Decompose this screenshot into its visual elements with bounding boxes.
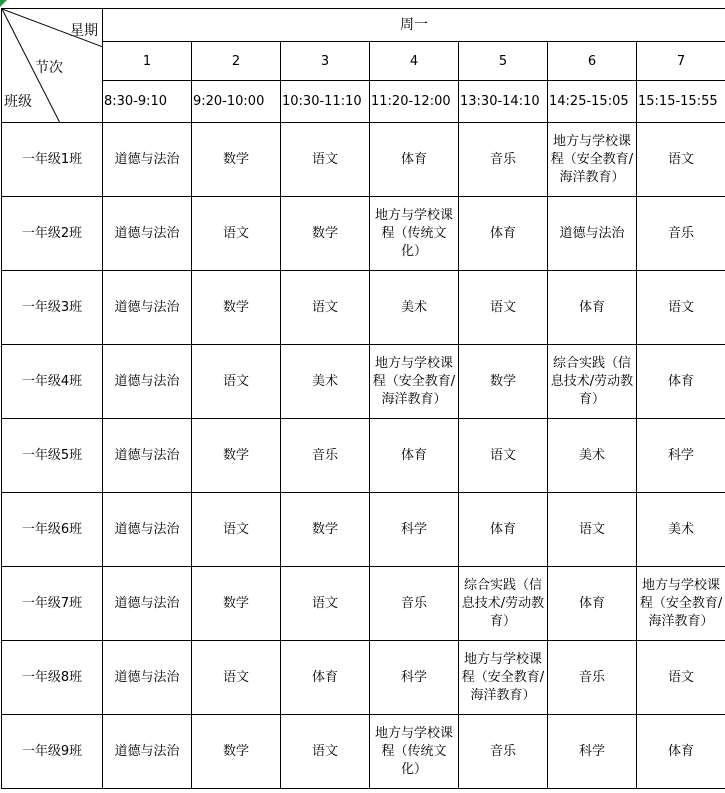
- subject-cell[interactable]: 地方与学校课程（传统文化）: [370, 197, 459, 271]
- subject-cell[interactable]: 语文: [281, 715, 370, 789]
- subject-cell[interactable]: 美术: [637, 493, 725, 567]
- header-row-periods: [2, 42, 725, 81]
- class-name-cell[interactable]: 一年级7班: [2, 567, 103, 641]
- class-name-cell[interactable]: 一年级4班: [2, 345, 103, 419]
- corner-label-class: 班级: [4, 94, 32, 110]
- subject-cell[interactable]: 道德与法治: [103, 493, 192, 567]
- subject-cell[interactable]: 语文: [548, 493, 637, 567]
- subject-cell[interactable]: 道德与法治: [103, 197, 192, 271]
- period-number[interactable]: 6: [548, 42, 637, 81]
- table-row: [2, 271, 725, 345]
- subject-cell[interactable]: 地方与学校课程（安全教育/海洋教育）: [637, 567, 725, 641]
- table-row: [2, 345, 725, 419]
- class-name-cell[interactable]: 一年级1班: [2, 123, 103, 197]
- subject-cell[interactable]: 体育: [548, 271, 637, 345]
- subject-cell[interactable]: 道德与法治: [548, 197, 637, 271]
- table-row: [2, 493, 725, 567]
- header-corner-cell[interactable]: [2, 9, 103, 123]
- subject-cell[interactable]: 语文: [637, 271, 725, 345]
- subject-cell[interactable]: 美术: [370, 271, 459, 345]
- subject-cell[interactable]: 体育: [637, 345, 725, 419]
- subject-cell[interactable]: 道德与法治: [103, 271, 192, 345]
- period-time[interactable]: 9:20-10:00: [192, 81, 281, 123]
- subject-cell[interactable]: 科学: [370, 641, 459, 715]
- subject-cell[interactable]: 体育: [459, 493, 548, 567]
- subject-cell[interactable]: 语文: [192, 641, 281, 715]
- subject-cell[interactable]: 综合实践（信息技术/劳动教育）: [459, 567, 548, 641]
- table-row: [2, 123, 725, 197]
- period-number[interactable]: 3: [281, 42, 370, 81]
- subject-cell[interactable]: 道德与法治: [103, 715, 192, 789]
- class-schedule-table: [1, 8, 725, 789]
- corner-label-period: 节次: [35, 60, 63, 76]
- subject-cell[interactable]: 科学: [370, 493, 459, 567]
- period-time[interactable]: 10:30-11:10: [281, 81, 370, 123]
- class-name-cell[interactable]: 一年级5班: [2, 419, 103, 493]
- subject-cell[interactable]: 数学: [192, 419, 281, 493]
- subject-cell[interactable]: 语文: [192, 493, 281, 567]
- period-time[interactable]: 14:25-15:05: [548, 81, 637, 123]
- subject-cell[interactable]: 道德与法治: [103, 641, 192, 715]
- period-number[interactable]: 2: [192, 42, 281, 81]
- subject-cell[interactable]: 体育: [459, 197, 548, 271]
- table-row: [2, 715, 725, 789]
- table-row: [2, 419, 725, 493]
- subject-cell[interactable]: 数学: [281, 493, 370, 567]
- subject-cell[interactable]: 综合实践（信息技术/劳动教育）: [548, 345, 637, 419]
- subject-cell[interactable]: 数学: [459, 345, 548, 419]
- class-name-cell[interactable]: 一年级8班: [2, 641, 103, 715]
- table-row: [2, 567, 725, 641]
- subject-cell[interactable]: 道德与法治: [103, 345, 192, 419]
- subject-cell[interactable]: 音乐: [459, 715, 548, 789]
- period-time[interactable]: 13:30-14:10: [459, 81, 548, 123]
- table-row: [2, 197, 725, 271]
- period-number[interactable]: 5: [459, 42, 548, 81]
- subject-cell[interactable]: 语文: [637, 123, 725, 197]
- subject-cell[interactable]: 美术: [548, 419, 637, 493]
- header-row-times: [2, 81, 725, 123]
- subject-cell[interactable]: 道德与法治: [103, 567, 192, 641]
- subject-cell[interactable]: 数学: [281, 197, 370, 271]
- subject-cell[interactable]: 音乐: [281, 419, 370, 493]
- class-name-cell[interactable]: 一年级9班: [2, 715, 103, 789]
- period-time[interactable]: 11:20-12:00: [370, 81, 459, 123]
- subject-cell[interactable]: 数学: [192, 715, 281, 789]
- subject-cell[interactable]: 数学: [192, 271, 281, 345]
- table-row: [2, 641, 725, 715]
- class-name-cell[interactable]: 一年级3班: [2, 271, 103, 345]
- subject-cell[interactable]: 数学: [192, 123, 281, 197]
- class-name-cell[interactable]: 一年级6班: [2, 493, 103, 567]
- subject-cell[interactable]: 道德与法治: [103, 419, 192, 493]
- period-number[interactable]: 4: [370, 42, 459, 81]
- subject-cell[interactable]: 音乐: [459, 123, 548, 197]
- corner-label-weekday: 星期: [70, 23, 98, 39]
- subject-cell[interactable]: 美术: [281, 345, 370, 419]
- cell-selection-marker: [0, 0, 7, 7]
- subject-cell[interactable]: 音乐: [548, 641, 637, 715]
- subject-cell[interactable]: 语文: [281, 123, 370, 197]
- subject-cell[interactable]: 地方与学校课程（安全教育/海洋教育）: [370, 345, 459, 419]
- subject-cell[interactable]: 音乐: [370, 567, 459, 641]
- subject-cell[interactable]: 数学: [192, 567, 281, 641]
- subject-cell[interactable]: 体育: [370, 123, 459, 197]
- subject-cell[interactable]: 语文: [192, 197, 281, 271]
- subject-cell[interactable]: 音乐: [637, 197, 725, 271]
- day-header[interactable]: 周一: [103, 9, 725, 42]
- subject-cell[interactable]: 体育: [281, 641, 370, 715]
- subject-cell[interactable]: 地方与学校课程（传统文化）: [370, 715, 459, 789]
- subject-cell[interactable]: 科学: [637, 419, 725, 493]
- subject-cell[interactable]: 语文: [281, 567, 370, 641]
- class-name-cell[interactable]: 一年级2班: [2, 197, 103, 271]
- period-time[interactable]: 15:15-15:55: [637, 81, 725, 123]
- subject-cell[interactable]: 语文: [459, 271, 548, 345]
- subject-cell[interactable]: 语文: [459, 419, 548, 493]
- subject-cell[interactable]: 地方与学校课程（安全教育/海洋教育）: [548, 123, 637, 197]
- period-number[interactable]: 7: [637, 42, 725, 81]
- subject-cell[interactable]: 体育: [370, 419, 459, 493]
- subject-cell[interactable]: 体育: [548, 567, 637, 641]
- subject-cell[interactable]: 体育: [637, 715, 725, 789]
- period-number[interactable]: 1: [103, 42, 192, 81]
- subject-cell[interactable]: 道德与法治: [103, 123, 192, 197]
- subject-cell[interactable]: 语文: [281, 271, 370, 345]
- subject-cell[interactable]: 科学: [548, 715, 637, 789]
- period-time[interactable]: 8:30-9:10: [103, 81, 192, 123]
- header-row-day: [2, 9, 725, 42]
- subject-cell[interactable]: 语文: [192, 345, 281, 419]
- subject-cell[interactable]: 地方与学校课程（安全教育/海洋教育）: [459, 641, 548, 715]
- subject-cell[interactable]: 语文: [637, 641, 725, 715]
